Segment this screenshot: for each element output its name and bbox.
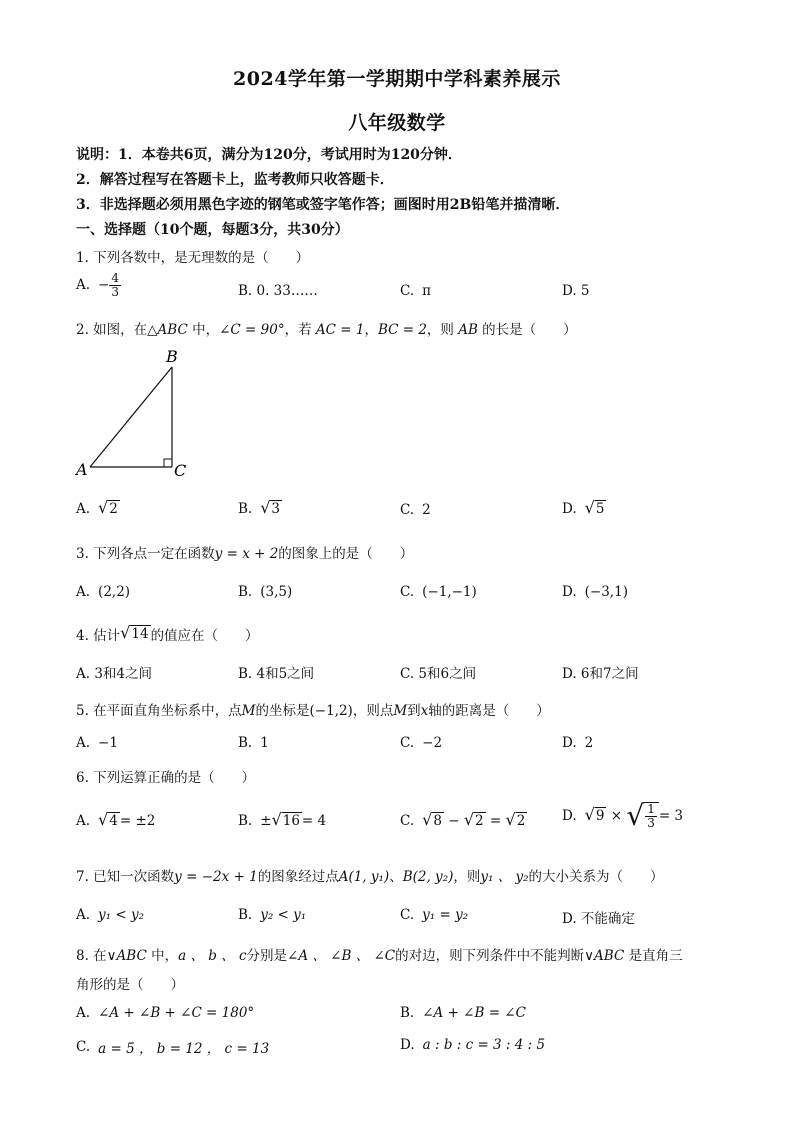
sqrt: √ 4 <box>98 810 118 829</box>
q3-option-d: D. (−3,1) <box>562 584 628 600</box>
q3-option-b: B. (3,5) <box>238 584 293 600</box>
sqrt: √ 5 <box>584 498 605 517</box>
question-7-stem: 7. 已知一次函数y = −2x + 1的图象经过点A(1, y₁)、B(2, y₂)，则y₁ 、 y₂的大小关系为（ ） <box>76 869 664 885</box>
right-angle-mark <box>164 459 172 467</box>
q5-option-b: B. 1 <box>238 735 269 751</box>
instruction-2: 2．解答过程写在答题卡上，监考教师只收答题卡． <box>76 172 394 188</box>
q7-option-a: A. y₁ < y₂ <box>76 907 145 923</box>
q5-option-a: A. −1 <box>76 735 118 751</box>
q4-option-c: C. 5和6之间 <box>400 666 477 682</box>
q7-option-d: D. 不能确定 <box>562 911 635 927</box>
q3-option-a: A. (2,2) <box>76 584 131 600</box>
q2-option-a: A. √ 2 <box>76 498 118 517</box>
q5-option-c: C. −2 <box>400 735 443 751</box>
sqrt: √ 2 <box>98 498 118 517</box>
vertex-label-a: A <box>76 460 88 479</box>
fraction: $\frac{1}{3}$ <box>647 802 655 830</box>
question-2-stem: 2. 如图，在△ABC 中，∠C = 90°，若 AC = 1，BC = 2，则 AB 的长是（ ） <box>76 322 577 338</box>
sqrt: √ 9 <box>584 805 605 825</box>
q2-option-c: C. 2 <box>400 502 431 518</box>
q1-option-d: D. 5 <box>562 283 590 299</box>
question-1-stem: 1. 下列各数中，是无理数的是（ ） <box>76 250 310 266</box>
exam-title: 2024学年第一学期期中学科素养展示 <box>233 68 561 90</box>
q7-option-b: B. y₂ < y₁ <box>238 907 307 923</box>
vertex-label-c: C <box>174 461 187 480</box>
section-heading: 一、选择题（10个题，每题3分，共30分） <box>76 222 349 238</box>
q5-option-d: D. 2 <box>562 735 594 751</box>
q1-option-c: C. π <box>400 283 432 299</box>
q1-option-b: B. 0. 33…… <box>238 283 318 299</box>
exam-subtitle: 八年级数学 <box>348 112 446 134</box>
q6-option-d: D. √ 9 × √ $\frac{1}{3}$ = 3 <box>562 799 684 832</box>
q8-option-b: B. ∠A + ∠B = ∠C <box>400 1005 526 1021</box>
vertex-label-b: B <box>166 347 178 366</box>
question-3-stem: 3. 下列各点一定在函数y = x + 2的图象上的是（ ） <box>76 546 414 562</box>
sqrt: √ 16 <box>271 810 300 829</box>
q6-option-c: C. √ 8 − √ 2 = √ 2 <box>400 810 526 829</box>
q3-option-c: C. (−1,−1) <box>400 584 477 600</box>
q4-option-b: B. 4和5之间 <box>238 666 315 682</box>
question-6-stem: 6. 下列运算正确的是（ ） <box>76 770 256 786</box>
sqrt: √ 8 <box>422 810 442 829</box>
right-triangle-figure <box>70 345 200 485</box>
q6-option-b: B. ± √ 16 = 4 <box>238 810 327 829</box>
q4-option-d: D. 6和7之间 <box>562 666 639 682</box>
q8-option-c: C. a = 5 ， b = 12 ， c = 13 <box>76 1039 270 1057</box>
question-4-stem: 4. 估计 √ 14 的值应在（ ） <box>76 623 259 644</box>
sqrt: √ 14 <box>120 623 149 643</box>
sqrt: √ 2 <box>505 810 526 829</box>
sqrt: √ 3 <box>260 498 281 517</box>
q8-option-a: A. ∠A + ∠B + ∠C = 180° <box>76 1005 255 1021</box>
question-8-stem-line2: 角形的是（ ） <box>76 977 184 993</box>
sqrt: √ 2 <box>463 810 484 829</box>
q4-option-a: A. 3和4之间 <box>76 666 153 682</box>
side-ab <box>90 367 172 467</box>
q2-option-d: D. √ 5 <box>562 498 605 517</box>
question-5-stem: 5. 在平面直角坐标系中，点M的坐标是(−1,2)，则点M到x轴的距离是（ ） <box>76 703 550 719</box>
instruction-1: 说明：1．本卷共6页，满分为120分，考试用时为120分钟． <box>76 147 462 163</box>
fraction: $\frac{4}{3}$ <box>111 271 119 299</box>
q6-option-a: A. √ 4 = ±2 <box>76 810 156 829</box>
q2-option-b: B. √ 3 <box>238 498 281 517</box>
instruction-3: 3．非选择题必须用黑色字迹的钢笔或签字笔作答；画图时用2B铅笔并描清晰． <box>76 197 570 213</box>
sqrt-fraction: √ $\frac{1}{3}$ <box>626 802 658 830</box>
q7-option-c: C. y₁ = y₂ <box>400 907 469 923</box>
q8-option-d: D. a : b : c = 3 : 4 : 5 <box>400 1037 546 1053</box>
question-8-stem: 8. 在∨ABC 中，a 、 b 、 c分别是∠A 、 ∠B 、 ∠C的对边，则下列条件中不能判断∨ABC 是直角三 <box>76 948 683 964</box>
q1-option-a: A. − $\frac{4}{3}$ <box>76 271 119 299</box>
